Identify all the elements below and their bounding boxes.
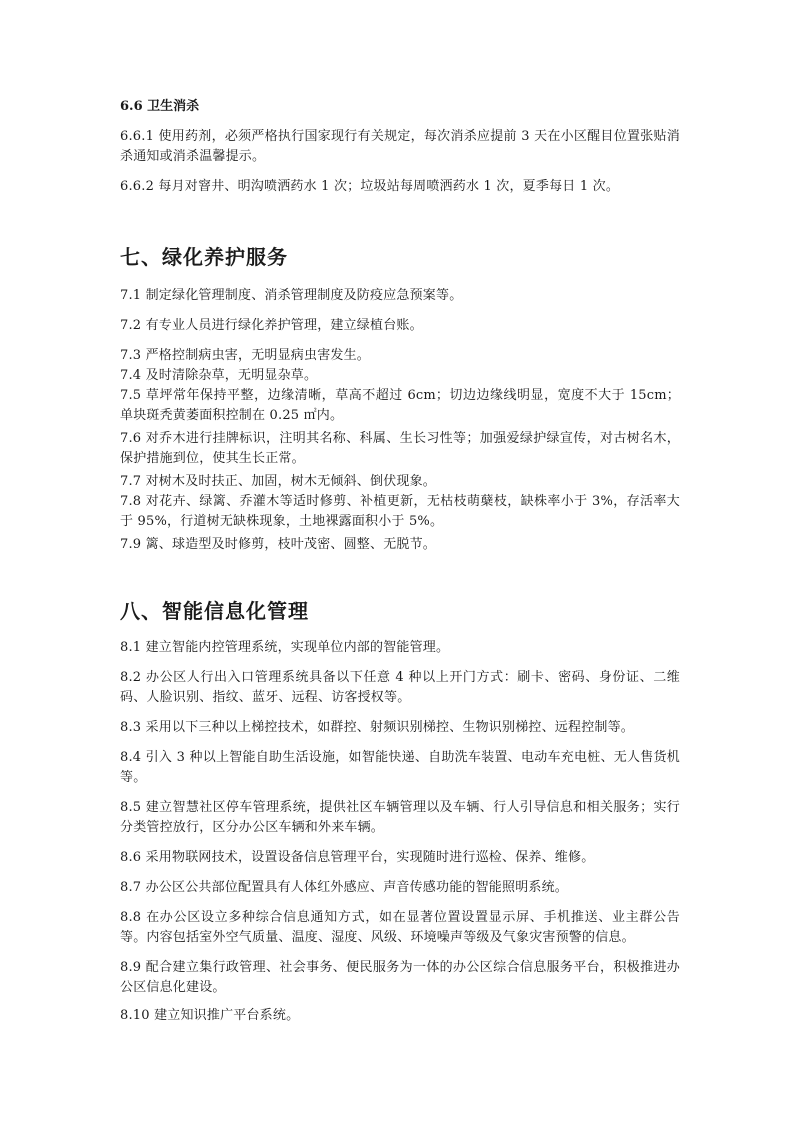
paragraph-8-2: 8.2 办公区人行出入口管理系统具备以下任意 4 种以上开门方式：刷卡、密码、身份证、二维码、人脸识别、指纹、蓝牙、远程、访客授权等。 bbox=[120, 670, 680, 705]
paragraph-8-10: 8.10 建立知识推广平台系统。 bbox=[120, 1008, 300, 1023]
paragraph-8-3: 8.3 采用以下三种以上梯控技术，如群控、射频识别梯控、生物识别梯控、远程控制等。 bbox=[120, 720, 635, 735]
chapter-7-title: 七、绿化养护服务 bbox=[120, 245, 288, 269]
paragraph-8-8: 8.8 在办公区设立多种综合信息通知方式，如在显著位置设置显示屏、手机推送、业主群公告等。内容包括室外空气质量、温度、湿度、风级、环境噪声等级及气象灾害预警的信息。 bbox=[120, 910, 680, 945]
paragraph-7-2: 7.2 有专业人员进行绿化养护管理，建立绿植台账。 bbox=[120, 318, 423, 333]
paragraph-7-8: 7.8 对花卉、绿篱、乔灌木等适时修剪、补植更新，无枯枝萌蘖枝，缺株率小于 3%，存活率大于 95%，行道树无缺株现象，土地裸露面积小于 5%。 bbox=[120, 494, 680, 529]
chapter-8-title: 八、智能信息化管理 bbox=[120, 599, 309, 623]
paragraph-8-4: 8.4 引入 3 种以上智能自助生活设施，如智能快递、自助洗车装置、电动车充电桩、无人售货机等。 bbox=[120, 750, 680, 785]
paragraph-8-9: 8.9 配合建立集行政管理、社会事务、便民服务为一体的办公区综合信息服务平台，积极推进办公区信息化建设。 bbox=[120, 960, 680, 995]
paragraph-7-3: 7.3 严格控制病虫害，无明显病虫害发生。 bbox=[120, 348, 371, 363]
paragraph-7-7: 7.7 对树木及时扶正、加固，树木无倾斜、倒伏现象。 bbox=[120, 474, 437, 489]
paragraph-7-9: 7.9 篱、球造型及时修剪，枝叶茂密、圆整、无脱节。 bbox=[120, 537, 437, 552]
paragraph-8-7: 8.7 办公区公共部位配置具有人体红外感应、声音传感功能的智能照明系统。 bbox=[120, 880, 569, 895]
paragraph-8-6: 8.6 采用物联网技术，设置设备信息管理平台，实现随时进行巡检、保养、维修。 bbox=[120, 850, 595, 865]
paragraph-8-5: 8.5 建立智慧社区停车管理系统，提供社区车辆管理以及车辆、行人引导信息和相关服务；实行分类管控放行，区分办公区车辆和外来车辆。 bbox=[120, 800, 680, 835]
paragraph-8-1: 8.1 建立智能内控管理系统，实现单位内部的智能管理。 bbox=[120, 640, 450, 655]
paragraph-6-6-2: 6.6.2 每月对窨井、明沟喷洒药水 1 次；垃圾站每周喷洒药水 1 次，夏季每日 1 次。 bbox=[120, 179, 620, 194]
paragraph-7-5: 7.5 草坪常年保持平整，边缘清晰，草高不超过 6cm；切边边缘线明显，宽度不大于 15cm；单块斑秃黄萎面积控制在 0.25 ㎡内。 bbox=[120, 388, 680, 423]
paragraph-7-6: 7.6 对乔木进行挂牌标识，注明其名称、科属、生长习性等；加强爱绿护绿宣传，对古树名木，保护措施到位，使其生长正常。 bbox=[120, 431, 680, 466]
section-6-6-heading: 6.6 卫生消杀 bbox=[120, 99, 200, 114]
paragraph-6-6-1: 6.6.1 使用药剂，必须严格执行国家现行有关规定，每次消杀应提前 3 天在小区醒目位置张贴消杀通知或消杀温馨提示。 bbox=[120, 129, 680, 164]
paragraph-7-1: 7.1 制定绿化管理制度、消杀管理制度及防疫应急预案等。 bbox=[120, 288, 463, 303]
paragraph-7-4: 7.4 及时清除杂草，无明显杂草。 bbox=[120, 368, 318, 383]
